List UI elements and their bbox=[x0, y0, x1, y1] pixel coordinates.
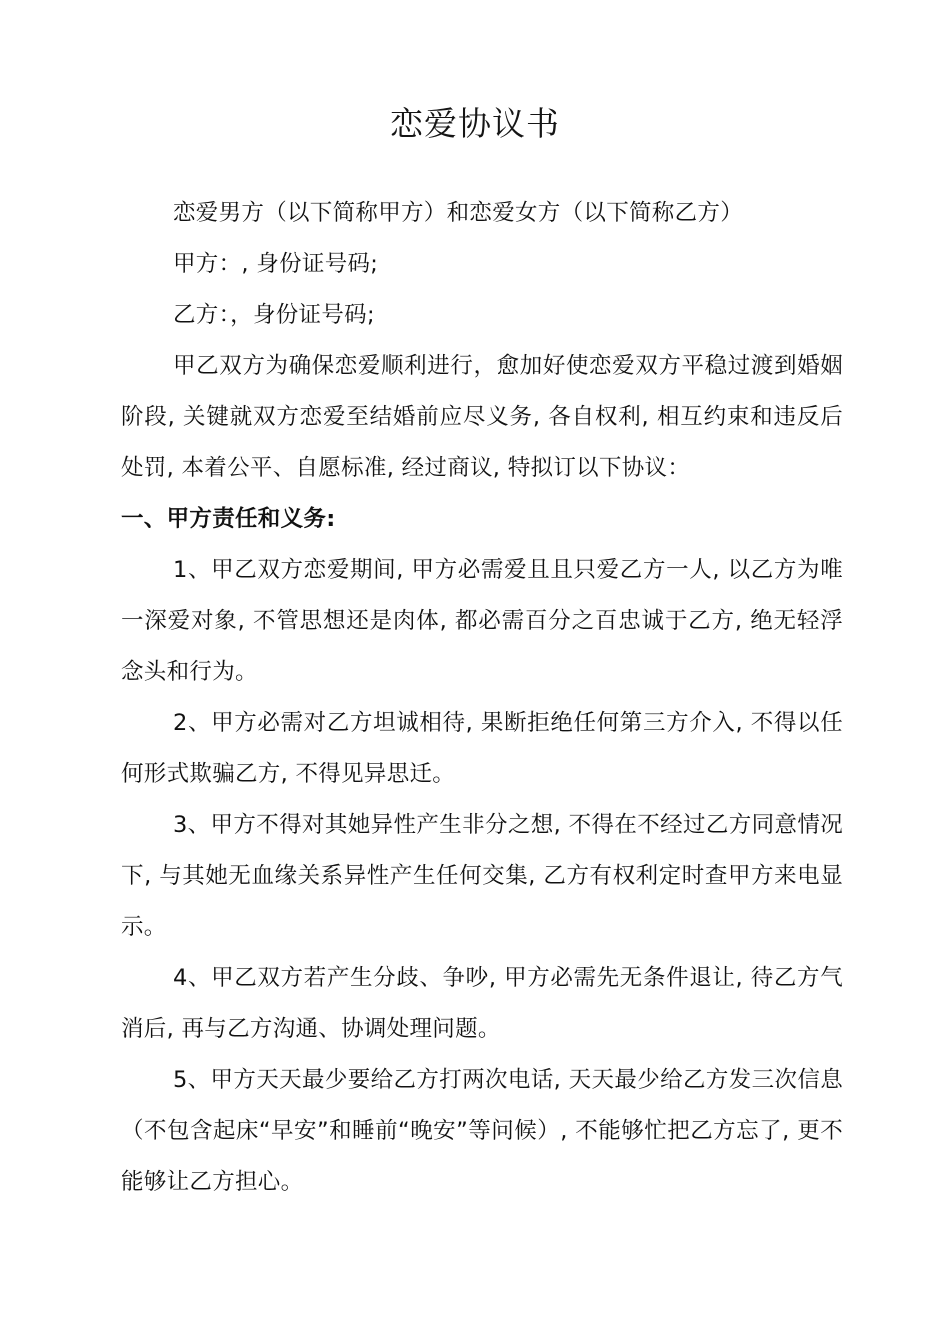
clause-1: 1、甲乙双方恋爱期间, 甲方必需爱且且只爱乙方一人, 以乙方为唯一深爱对象, 不管思想还是肉体, 都必需百分之百忠诚于乙方, 绝无轻浮念头和行为。 bbox=[121, 557, 843, 685]
clause-2: 2、甲方必需对乙方坦诚相待, 果断拒绝任何第三方介入, 不得以任何形式欺骗乙方, 不得见异思迁。 bbox=[121, 710, 843, 787]
party-a-line: 甲方：, 身份证号码; bbox=[173, 251, 379, 277]
party-b-line: 乙方：，身份证号码; bbox=[173, 302, 375, 328]
intro-paragraph: 恋爱男方（以下简称甲方）和恋爱女方（以下简称乙方） bbox=[173, 200, 744, 226]
clause-4: 4、甲乙双方若产生分歧、争吵, 甲方必需先无条件退让, 待乙方气消后, 再与乙方沟通、协调处理问题。 bbox=[121, 965, 843, 1042]
preamble-paragraph: 甲乙双方为确保恋爱顺利进行，愈加好使恋爱双方平稳过渡到婚姻阶段, 关键就双方恋爱至结婚前应尽义务, 各自权利, 相互约束和违反后处罚, 本着公平、自愿标准, 经过商议, 特拟订以下协议： bbox=[121, 353, 843, 481]
clause-3: 3、甲方不得对其她异性产生非分之想, 不得在不经过乙方同意情况下, 与其她无血缘关系异性产生任何交集, 乙方有权利定时查甲方来电显示。 bbox=[121, 812, 843, 940]
section-1-heading: 一、甲方责任和义务: bbox=[121, 506, 336, 532]
document-title: 恋爱协议书 bbox=[390, 104, 560, 143]
document-body bbox=[121, 188, 843, 1208]
clause-5: 5、甲方天天最少要给乙方打两次电话, 天天最少给乙方发三次信息（不包含起床“早安”和睡前“晚安”等问候）, 不能够忙把乙方忘了, 更不能够让乙方担心。 bbox=[121, 1067, 843, 1195]
